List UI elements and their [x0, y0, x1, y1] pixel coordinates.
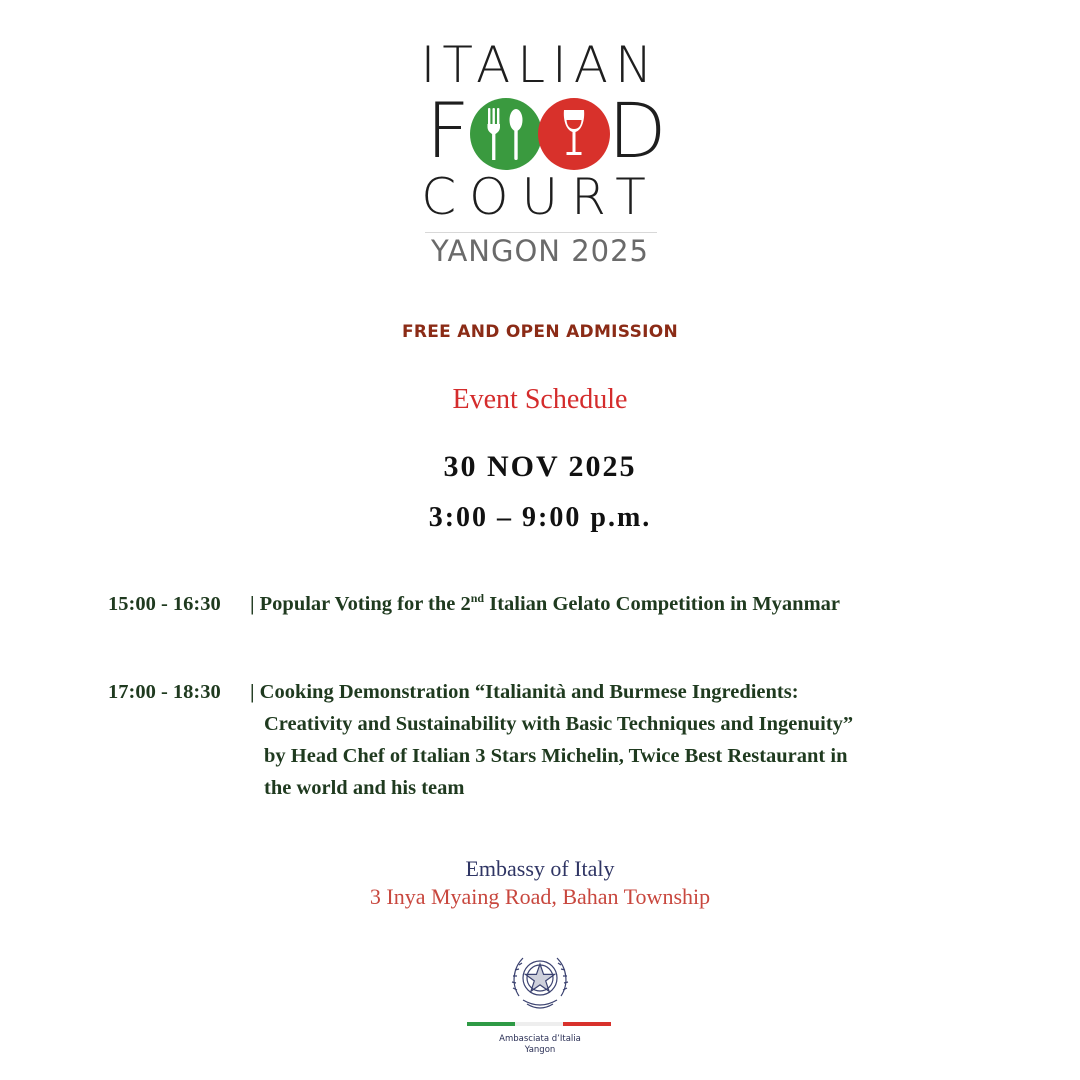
schedule-item-description: [250, 676, 990, 804]
flag-red-stripe: [563, 1022, 611, 1026]
schedule-item-desc-prefix: | Popular Voting for the 2: [250, 593, 471, 615]
logo-letter-f: F: [426, 86, 470, 175]
logo-title-court: COURT: [421, 168, 659, 226]
flag-white-stripe: [515, 1022, 563, 1026]
venue-address: 3 Inya Myaing Road, Bahan Township: [369, 884, 711, 909]
schedule-desc-line: the world and his team: [264, 777, 465, 799]
embassy-city-label: Yangon: [524, 1045, 556, 1055]
logo-food-word: [424, 86, 667, 175]
schedule-item-time: 15:00 - 16:30: [108, 593, 221, 615]
schedule-desc-line: by Head Chef of Italian 3 Stars Michelin, Twice Best Restaurant in: [264, 745, 848, 767]
admission-notice: FREE AND OPEN ADMISSION: [401, 322, 679, 342]
wine-glass-icon: [536, 98, 612, 170]
italian-republic-emblem-icon: [509, 950, 571, 1014]
ordinal-suffix: nd: [470, 591, 485, 606]
schedule-title: Event Schedule: [452, 384, 628, 415]
embassy-label: Ambasciata d’Italia: [499, 1034, 581, 1044]
logo-letter-d: D: [608, 86, 667, 175]
italian-flag-bar: [467, 1022, 611, 1026]
schedule-item-description: [250, 588, 990, 620]
logo-divider: [425, 232, 657, 233]
event-date: 30 NOV 2025: [443, 450, 637, 483]
schedule-item-time: 17:00 - 18:30: [108, 681, 221, 703]
schedule-desc-line: Creativity and Sustainability with Basic Techniques and Ingenuity”: [264, 713, 854, 735]
logo-subtitle: YANGON 2025: [430, 234, 649, 268]
logo-title-italian: ITALIAN: [420, 36, 660, 94]
event-time: 3:00 – 9:00 p.m.: [428, 502, 652, 533]
schedule-desc-line: | Cooking Demonstration “Italianità and Burmese Ingredients:: [250, 681, 799, 703]
schedule-item-desc-suffix: Italian Gelato Competition in Myanmar: [484, 593, 840, 615]
venue-name: Embassy of Italy: [465, 856, 615, 881]
flag-green-stripe: [467, 1022, 515, 1026]
